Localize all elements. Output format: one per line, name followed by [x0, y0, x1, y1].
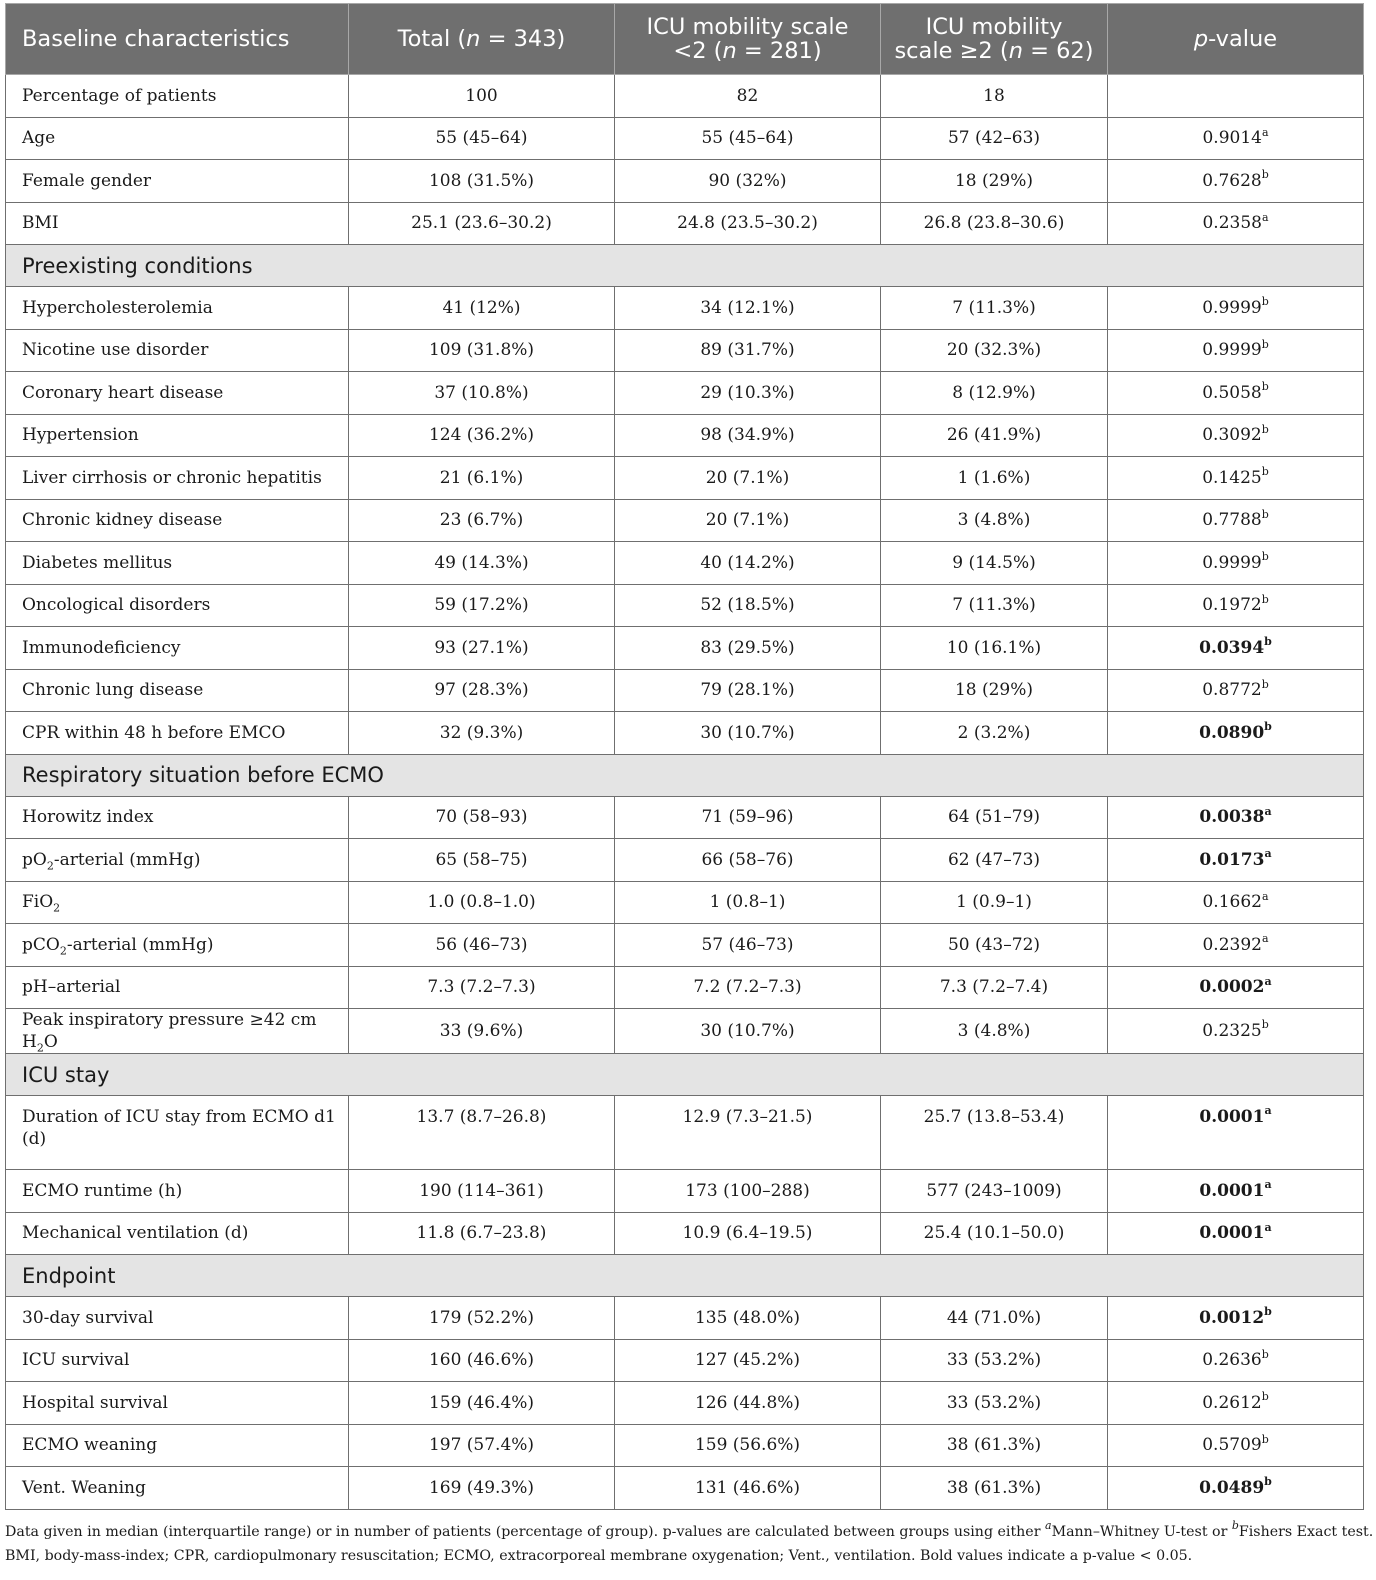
row-label: 30-day survival: [6, 1297, 349, 1340]
footnote-line-1: Data given in median (interquartile range) or in number of patients (percentage of group). p-values are calculated between groups using either $^a$Mann–Whitney U-test or $^b$Fishers Exact test.: [5, 1518, 1374, 1540]
row-label: Vent. Weaning: [6, 1467, 349, 1510]
cell-p-value: 0.0001$^a$: [1108, 1212, 1364, 1255]
table-row: [6, 1297, 1364, 1340]
row-label: ICU survival: [6, 1339, 349, 1382]
header-total: Total (n = 343): [349, 4, 615, 75]
table-row: [6, 372, 1364, 415]
cell-total: 109 (31.8%): [349, 329, 615, 372]
cell-mobility-high: 20 (32.3%): [881, 329, 1108, 372]
cell-total: 32 (9.3%): [349, 712, 615, 755]
row-label: Chronic kidney disease: [6, 499, 349, 542]
table-header-row: [6, 4, 1364, 75]
row-label: Age: [6, 117, 349, 160]
footnote-line-2: BMI, body-mass-index; CPR, cardiopulmonary resuscitation; ECMO, extracorporeal membrane oxygenation; Vent., ventilation. Bold values indicate a p-value < 0.05.: [5, 1547, 1193, 1564]
cell-mobility-high: 1 (0.9–1): [881, 881, 1108, 924]
row-label: Duration of ICU stay from ECMO d1 (d): [6, 1096, 349, 1170]
section-title: Endpoint: [6, 1255, 1364, 1297]
table-footnote: [5, 1518, 1374, 1568]
table-row: [6, 1339, 1364, 1382]
row-label: pH–arterial: [6, 966, 349, 1009]
cell-p-value: 0.2392$^a$: [1108, 924, 1364, 967]
cell-p-value: 0.5709$^b$: [1108, 1424, 1364, 1467]
cell-total: 124 (36.2%): [349, 414, 615, 457]
table-row: [6, 669, 1364, 712]
cell-mobility-low: 127 (45.2%): [615, 1339, 881, 1382]
cell-total: 37 (10.8%): [349, 372, 615, 415]
table-row: [6, 1096, 1364, 1170]
cell-mobility-low: 40 (14.2%): [615, 542, 881, 585]
cell-mobility-high: 18 (29%): [881, 160, 1108, 203]
cell-total: 56 (46–73): [349, 924, 615, 967]
cell-total: 159 (46.4%): [349, 1382, 615, 1425]
cell-mobility-low: 1 (0.8–1): [615, 881, 881, 924]
table-row: [6, 1424, 1364, 1467]
row-label: Oncological disorders: [6, 584, 349, 627]
cell-p-value: 0.1662$^a$: [1108, 881, 1364, 924]
section-title: ICU stay: [6, 1054, 1364, 1096]
cell-mobility-high: 18 (29%): [881, 669, 1108, 712]
cell-mobility-low: 135 (48.0%): [615, 1297, 881, 1340]
row-label: Liver cirrhosis or chronic hepatitis: [6, 457, 349, 500]
cell-total: 33 (9.6%): [349, 1009, 615, 1054]
table-row: [6, 1170, 1364, 1213]
table-container: [5, 3, 1374, 1568]
cell-mobility-high: 2 (3.2%): [881, 712, 1108, 755]
cell-mobility-low: 98 (34.9%): [615, 414, 881, 457]
table-row: [6, 75, 1364, 118]
row-label: Hospital survival: [6, 1382, 349, 1425]
cell-mobility-low: 159 (56.6%): [615, 1424, 881, 1467]
cell-total: 93 (27.1%): [349, 627, 615, 670]
section-header-icu-stay: [6, 1054, 1364, 1096]
cell-mobility-high: 7 (11.3%): [881, 287, 1108, 330]
cell-total: 25.1 (23.6–30.2): [349, 202, 615, 245]
cell-mobility-low: 71 (59–96): [615, 796, 881, 839]
cell-mobility-high: 57 (42–63): [881, 117, 1108, 160]
header-mobility-low: ICU mobility scale <2 (n = 281): [615, 4, 881, 75]
cell-p-value: 0.0394$^b$: [1108, 627, 1364, 670]
cell-p-value: 0.2636$^b$: [1108, 1339, 1364, 1382]
cell-mobility-low: 83 (29.5%): [615, 627, 881, 670]
cell-mobility-low: 131 (46.6%): [615, 1467, 881, 1510]
cell-mobility-low: 10.9 (6.4–19.5): [615, 1212, 881, 1255]
section-header-endpoint: [6, 1255, 1364, 1297]
cell-p-value: 0.0489$^b$: [1108, 1467, 1364, 1510]
cell-mobility-high: 8 (12.9%): [881, 372, 1108, 415]
table-row: [6, 881, 1364, 924]
cell-mobility-high: 18: [881, 75, 1108, 118]
cell-p-value: 0.9999$^b$: [1108, 329, 1364, 372]
row-label: Peak inspiratory pressure ≥42 cm $H_2O$: [6, 1009, 349, 1054]
cell-mobility-high: 10 (16.1%): [881, 627, 1108, 670]
cell-mobility-high: 33 (53.2%): [881, 1382, 1108, 1425]
row-label: Diabetes mellitus: [6, 542, 349, 585]
row-label: Hypercholesterolemia: [6, 287, 349, 330]
cell-p-value: 0.8772$^b$: [1108, 669, 1364, 712]
row-label: Hypertension: [6, 414, 349, 457]
cell-mobility-high: 26.8 (23.8–30.6): [881, 202, 1108, 245]
row-label: Nicotine use disorder: [6, 329, 349, 372]
cell-mobility-low: 7.2 (7.2–7.3): [615, 966, 881, 1009]
cell-mobility-high: 44 (71.0%): [881, 1297, 1108, 1340]
cell-mobility-low: 20 (7.1%): [615, 457, 881, 500]
cell-total: 13.7 (8.7–26.8): [349, 1096, 615, 1170]
row-label: Immunodeficiency: [6, 627, 349, 670]
table-row: [6, 414, 1364, 457]
cell-mobility-low: 90 (32%): [615, 160, 881, 203]
row-label: $pO_2$-arterial (mmHg): [6, 839, 349, 882]
cell-p-value: 0.0173$^a$: [1108, 839, 1364, 882]
cell-p-value: 0.0002$^a$: [1108, 966, 1364, 1009]
cell-p-value: 0.0890$^b$: [1108, 712, 1364, 755]
row-label: BMI: [6, 202, 349, 245]
cell-total: 11.8 (6.7–23.8): [349, 1212, 615, 1255]
table-row: [6, 1212, 1364, 1255]
table-row: [6, 924, 1364, 967]
cell-total: 65 (58–75): [349, 839, 615, 882]
cell-total: 21 (6.1%): [349, 457, 615, 500]
row-label: ECMO runtime (h): [6, 1170, 349, 1213]
table-row: [6, 1467, 1364, 1510]
cell-p-value: 0.7788$^b$: [1108, 499, 1364, 542]
cell-total: 190 (114–361): [349, 1170, 615, 1213]
section-title: Preexisting conditions: [6, 245, 1364, 287]
cell-p-value: 0.9999$^b$: [1108, 542, 1364, 585]
cell-mobility-high: 38 (61.3%): [881, 1424, 1108, 1467]
cell-mobility-high: 26 (41.9%): [881, 414, 1108, 457]
header-p-value: p-value: [1108, 4, 1364, 75]
baseline-characteristics-table: [5, 3, 1364, 1510]
section-header-preexisting: [6, 245, 1364, 287]
cell-mobility-low: 52 (18.5%): [615, 584, 881, 627]
cell-mobility-high: 1 (1.6%): [881, 457, 1108, 500]
cell-mobility-high: 25.7 (13.8–53.4): [881, 1096, 1108, 1170]
cell-total: 23 (6.7%): [349, 499, 615, 542]
cell-p-value: 0.5058$^b$: [1108, 372, 1364, 415]
cell-mobility-low: 12.9 (7.3–21.5): [615, 1096, 881, 1170]
cell-mobility-low: 34 (12.1%): [615, 287, 881, 330]
cell-mobility-high: 62 (47–73): [881, 839, 1108, 882]
cell-mobility-low: 66 (58–76): [615, 839, 881, 882]
row-label: FiO$_2$: [6, 881, 349, 924]
cell-p-value: 0.0001$^a$: [1108, 1170, 1364, 1213]
cell-p-value: 0.0012$^b$: [1108, 1297, 1364, 1340]
cell-mobility-high: 3 (4.8%): [881, 499, 1108, 542]
cell-mobility-low: 89 (31.7%): [615, 329, 881, 372]
row-label: Coronary heart disease: [6, 372, 349, 415]
header-mobility-high: ICU mobility scale ≥2 (n = 62): [881, 4, 1108, 75]
row-label: Percentage of patients: [6, 75, 349, 118]
table-row: [6, 839, 1364, 882]
cell-total: 49 (14.3%): [349, 542, 615, 585]
table-row: [6, 796, 1364, 839]
cell-total: 108 (31.5%): [349, 160, 615, 203]
cell-mobility-high: 64 (51–79): [881, 796, 1108, 839]
cell-p-value: 0.7628$^b$: [1108, 160, 1364, 203]
cell-total: 59 (17.2%): [349, 584, 615, 627]
cell-total: 197 (57.4%): [349, 1424, 615, 1467]
row-label: pCO$_2$-arterial (mmHg): [6, 924, 349, 967]
cell-p-value: 0.2358$^a$: [1108, 202, 1364, 245]
header-baseline-characteristics: Baseline characteristics: [6, 4, 349, 75]
table-row: [6, 329, 1364, 372]
row-label: ECMO weaning: [6, 1424, 349, 1467]
cell-mobility-low: 57 (46–73): [615, 924, 881, 967]
section-title: Respiratory situation before ECMO: [6, 754, 1364, 796]
cell-total: 160 (46.6%): [349, 1339, 615, 1382]
table-row: [6, 542, 1364, 585]
cell-mobility-low: 55 (45–64): [615, 117, 881, 160]
row-label: Chronic lung disease: [6, 669, 349, 712]
cell-total: 70 (58–93): [349, 796, 615, 839]
cell-total: 7.3 (7.2–7.3): [349, 966, 615, 1009]
table-row: [6, 160, 1364, 203]
section-header-respiratory: [6, 754, 1364, 796]
cell-total: 179 (52.2%): [349, 1297, 615, 1340]
cell-mobility-high: 33 (53.2%): [881, 1339, 1108, 1382]
row-label: Female gender: [6, 160, 349, 203]
cell-p-value: 0.3092$^b$: [1108, 414, 1364, 457]
cell-total: 100: [349, 75, 615, 118]
cell-mobility-high: 7.3 (7.2–7.4): [881, 966, 1108, 1009]
table-row: [6, 457, 1364, 500]
table-row: [6, 1009, 1364, 1054]
table-row: [6, 499, 1364, 542]
cell-mobility-high: 25.4 (10.1–50.0): [881, 1212, 1108, 1255]
table-row: [6, 712, 1364, 755]
cell-p-value: [1108, 75, 1364, 118]
table-row: [6, 287, 1364, 330]
cell-mobility-low: 30 (10.7%): [615, 712, 881, 755]
cell-total: 97 (28.3%): [349, 669, 615, 712]
cell-mobility-low: 20 (7.1%): [615, 499, 881, 542]
cell-total: 55 (45–64): [349, 117, 615, 160]
cell-mobility-low: 30 (10.7%): [615, 1009, 881, 1054]
table-row: [6, 627, 1364, 670]
cell-p-value: 0.9999$^b$: [1108, 287, 1364, 330]
table-row: [6, 584, 1364, 627]
cell-mobility-high: 50 (43–72): [881, 924, 1108, 967]
cell-mobility-low: 79 (28.1%): [615, 669, 881, 712]
cell-p-value: 0.9014$^a$: [1108, 117, 1364, 160]
table-row: [6, 966, 1364, 1009]
cell-mobility-high: 3 (4.8%): [881, 1009, 1108, 1054]
cell-mobility-high: 9 (14.5%): [881, 542, 1108, 585]
cell-mobility-low: 126 (44.8%): [615, 1382, 881, 1425]
cell-p-value: 0.2612$^b$: [1108, 1382, 1364, 1425]
cell-p-value: 0.1425$^b$: [1108, 457, 1364, 500]
table-row: [6, 1382, 1364, 1425]
row-label: CPR within 48 h before EMCO: [6, 712, 349, 755]
cell-mobility-high: 577 (243–1009): [881, 1170, 1108, 1213]
table-row: [6, 202, 1364, 245]
row-label: Mechanical ventilation (d): [6, 1212, 349, 1255]
cell-mobility-low: 29 (10.3%): [615, 372, 881, 415]
cell-total: 1.0 (0.8–1.0): [349, 881, 615, 924]
table-row: [6, 117, 1364, 160]
cell-mobility-low: 24.8 (23.5–30.2): [615, 202, 881, 245]
cell-p-value: 0.1972$^b$: [1108, 584, 1364, 627]
cell-mobility-high: 38 (61.3%): [881, 1467, 1108, 1510]
cell-mobility-low: 82: [615, 75, 881, 118]
row-label: Horowitz index: [6, 796, 349, 839]
cell-p-value: 0.0001$^a$: [1108, 1096, 1364, 1170]
cell-p-value: 0.2325$^b$: [1108, 1009, 1364, 1054]
cell-mobility-low: 173 (100–288): [615, 1170, 881, 1213]
cell-mobility-high: 7 (11.3%): [881, 584, 1108, 627]
cell-p-value: 0.0038$^a$: [1108, 796, 1364, 839]
cell-total: 169 (49.3%): [349, 1467, 615, 1510]
cell-total: 41 (12%): [349, 287, 615, 330]
